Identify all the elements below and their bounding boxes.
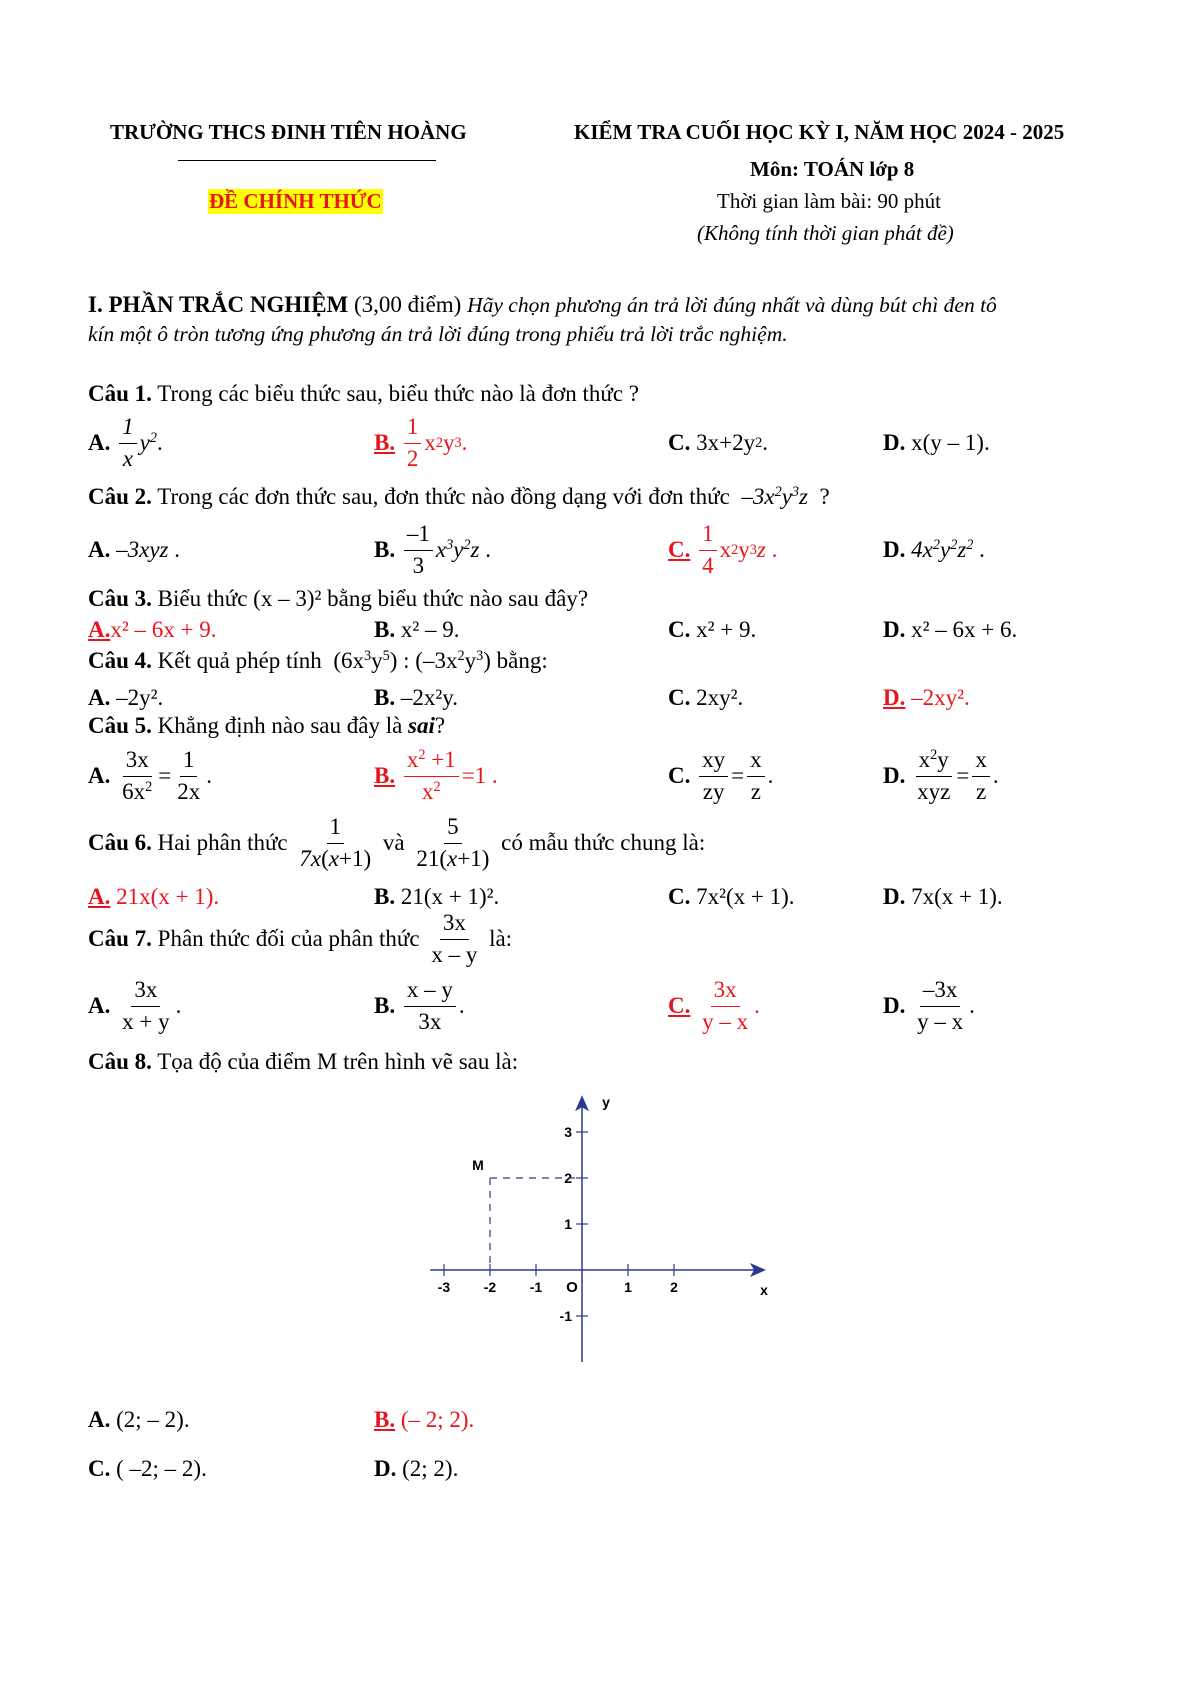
option-text: x² – 6x + 6.: [911, 617, 1018, 642]
y-tick-label: 1: [564, 1216, 572, 1232]
option-letter: A.: [88, 1407, 111, 1432]
option-letter: A.: [88, 993, 111, 1018]
option-b[interactable]: [374, 1403, 474, 1437]
option-text: 7x²(x + 1).: [696, 884, 795, 909]
answers-q4: [88, 682, 1118, 714]
exam-time: Thời gian làm bài: 90 phút: [717, 189, 941, 213]
option-d[interactable]: [883, 682, 970, 714]
option-text: x² + 9.: [696, 617, 757, 642]
question-label: Câu 3.: [88, 586, 152, 611]
option-text: 21x(x + 1).: [116, 884, 220, 909]
question-text: Phân thức đối của phân thức: [157, 926, 420, 951]
option-letter: B.: [374, 685, 396, 710]
answers-q5: [88, 745, 1118, 807]
option-c[interactable]: C. $\frac{xy}{zy}$ = $\frac{x}{z}$ .: [668, 747, 774, 804]
question-2: Câu 2. Trong các đơn thức sau, đơn thức nào đồng dạng với đơn thức $-3x^2y^3z$ ?: [88, 484, 830, 509]
option-letter: B.: [374, 884, 396, 909]
option-c[interactable]: [668, 614, 756, 646]
option-text: x² – 6x + 9.: [110, 617, 217, 642]
option-letter: A.: [88, 537, 111, 562]
option-d[interactable]: D. $\frac{-3x}{y - x}$ .: [883, 977, 975, 1034]
option-c[interactable]: [668, 682, 743, 714]
option-c[interactable]: [668, 880, 795, 914]
option-c[interactable]: C. $\frac{3x}{y - x}$ .: [668, 977, 760, 1034]
option-letter: C.: [668, 430, 691, 455]
option-letter: A.: [88, 685, 111, 710]
official-badge: ĐỀ CHÍNH THỨC: [209, 189, 382, 213]
answers-q7: [88, 975, 1118, 1037]
option-letter: D.: [883, 993, 906, 1018]
option-d[interactable]: [883, 880, 1003, 914]
answers-q2: [88, 522, 1118, 578]
option-d[interactable]: [374, 1452, 458, 1486]
option-letter: B.: [374, 763, 396, 788]
option-b[interactable]: B. $\frac{-1}{3}$ $x^3y^2z$ .: [374, 521, 491, 578]
question-text: Tọa độ của điểm M trên hình vẽ sau là:: [157, 1049, 519, 1074]
option-a[interactable]: A. $\frac{3x}{6x^2}$ = $\frac{1}{2x}$ .: [88, 747, 212, 804]
question-tail: ?: [434, 713, 446, 738]
exam-time-note: (Không tính thời gian phát đề): [697, 221, 954, 245]
answers-q3: [88, 614, 1118, 646]
question-and: và: [382, 830, 405, 855]
option-letter: D.: [883, 763, 906, 788]
option-letter: A.: [88, 430, 111, 455]
question-text: Trong các đơn thức sau, đơn thức nào đồng dạng với đơn thức: [157, 484, 730, 509]
option-d[interactable]: D. $4x^2y^2z^2$ .: [883, 537, 985, 562]
option-letter: D.: [883, 884, 906, 909]
answers-q8-row1: [88, 1403, 1118, 1437]
option-a[interactable]: A. $\frac{3x}{x + y}$ .: [88, 977, 182, 1034]
question-6: Câu 6. Hai phân thức $\frac{1}{7x(x+1)}$ và $\frac{5}{21(x+1)}$ có mẫu thức chung là:: [88, 814, 706, 871]
option-letter: D.: [883, 537, 906, 562]
y-tick-label: -1: [559, 1308, 572, 1324]
option-a[interactable]: A. –3xyz .: [88, 537, 180, 562]
exam-subject: Môn: TOÁN lớp 8: [750, 157, 915, 181]
option-letter: B.: [374, 1407, 396, 1432]
option-b[interactable]: B. $\frac{x^2 +1}{x^2}$ =1 .: [374, 747, 498, 804]
option-text: x² – 9.: [400, 617, 460, 642]
option-letter: A.: [88, 884, 111, 909]
question-text: Trong các biểu thức sau, biểu thức nào là đơn thức ?: [157, 381, 640, 406]
section-heading: [88, 292, 1118, 318]
question-text: Khẳng định nào sau đây là: [157, 713, 403, 738]
option-d[interactable]: [883, 614, 1017, 646]
option-a[interactable]: A. $\frac{1}{x}$ $y^2$ .: [88, 414, 163, 471]
option-letter: D.: [883, 617, 906, 642]
coordinate-plane: [380, 1090, 800, 1370]
option-text: (– 2; 2).: [400, 1407, 475, 1432]
question-3: [88, 586, 588, 612]
answers-q8-row2: [88, 1452, 1118, 1486]
section-instruction: Hãy chọn phương án trả lời đúng nhất và dùng bút chì đen tô: [467, 293, 997, 317]
x-axis-label: x: [760, 1282, 768, 1298]
question-label: Câu 6.: [88, 830, 152, 855]
option-text: (2; – 2).: [116, 1407, 190, 1432]
question-label: Câu 5.: [88, 713, 152, 738]
option-letter: C.: [668, 993, 691, 1018]
option-a[interactable]: [88, 614, 217, 646]
y-axis-label: y: [602, 1094, 610, 1111]
option-d[interactable]: D. x(y – 1).: [883, 430, 990, 455]
origin-label: O: [566, 1279, 578, 1296]
question-4: Câu 4. Kết quả phép tính $(6x^3y^5)$ : $(-3x^2y^3)$ bằng:: [88, 648, 548, 673]
question-label: Câu 7.: [88, 926, 152, 951]
option-letter: A.: [88, 617, 111, 642]
option-a[interactable]: [88, 1403, 190, 1437]
question-tail: là:: [489, 926, 513, 951]
option-letter: B.: [374, 537, 396, 562]
question-label: Câu 2.: [88, 484, 152, 509]
x-tick-label: -2: [483, 1279, 497, 1295]
question-tail: bằng:: [496, 648, 548, 673]
question-text: Hai phân thức: [157, 830, 288, 855]
question-7: Câu 7. Phân thức đối của phân thức $\frac{3x}{x - y}$ là:: [88, 910, 513, 967]
exam-title: KIỂM TRA CUỐI HỌC KỲ I, NĂM HỌC 2024 - 2025: [574, 120, 1065, 144]
y-tick-label: 2: [564, 1170, 572, 1186]
option-c[interactable]: C. $\frac{1}{4}$ x 2 y 3 z .: [668, 521, 778, 578]
option-text: ( –2; – 2).: [116, 1456, 207, 1481]
question-label: Câu 1.: [88, 381, 152, 406]
option-letter: D.: [374, 1456, 397, 1481]
question-label: Câu 8.: [88, 1049, 152, 1074]
y-tick-label: 3: [564, 1124, 572, 1140]
option-c[interactable]: C. 3x+2y 2 .: [668, 430, 768, 455]
option-letter: D.: [883, 685, 906, 710]
option-b[interactable]: B. $\frac{1}{2}$ x 2 y 3 .: [374, 414, 468, 471]
option-letter: D.: [883, 430, 906, 455]
option-letter: A.: [88, 763, 111, 788]
option-letter: C.: [668, 685, 691, 710]
question-emphasis: sai: [408, 713, 435, 738]
option-b[interactable]: B. $\frac{x - y}{3x}$ .: [374, 977, 465, 1034]
option-text: (2; 2).: [402, 1456, 459, 1481]
option-letter: B.: [374, 430, 396, 455]
option-d[interactable]: D. $\frac{x^2y}{\text{xyz}}$ = $\frac{x}{z}$ .: [883, 747, 999, 804]
option-letter: C.: [668, 537, 691, 562]
school-name: TRƯỜNG THCS ĐINH TIÊN HOÀNG: [110, 120, 467, 144]
option-text: 21(x + 1)².: [400, 884, 500, 909]
option-text: –2xy².: [911, 685, 970, 710]
option-letter: B.: [374, 617, 396, 642]
option-letter: C.: [88, 1456, 111, 1481]
x-tick-label: -3: [437, 1279, 451, 1295]
point-label-m: M: [472, 1157, 484, 1173]
option-text: –2x²y.: [400, 685, 458, 710]
x-tick-label: 1: [624, 1279, 632, 1295]
x-tick-label: 2: [670, 1279, 678, 1295]
option-c[interactable]: [88, 1452, 207, 1486]
option-b[interactable]: [374, 614, 460, 646]
section-title: I. PHẦN TRẮC NGHIỆM: [88, 292, 349, 317]
question-text: Biểu thức (x – 3)² bằng biểu thức nào sau đây?: [157, 586, 589, 611]
question-8: [88, 1049, 518, 1075]
section-instruction-2: kín một ô tròn tương ứng phương án trả lời đúng trong phiếu trả lời trắc nghiệm.: [88, 322, 788, 346]
question-5: [88, 713, 445, 739]
school-underline: [178, 160, 436, 161]
option-letter: B.: [374, 993, 396, 1018]
section-points: (3,00 điểm): [354, 292, 462, 317]
x-tick-label: -1: [529, 1279, 543, 1295]
answers-q1: [88, 415, 1118, 471]
question-tail: có mẫu thức chung là:: [501, 830, 706, 855]
option-text: 7x(x + 1).: [911, 884, 1003, 909]
question-label: Câu 4.: [88, 648, 152, 673]
option-text: 2xy².: [696, 685, 744, 710]
option-b[interactable]: [374, 682, 458, 714]
question-1: [88, 381, 639, 407]
option-letter: C.: [668, 617, 691, 642]
option-a[interactable]: [88, 682, 163, 714]
option-text: –2y².: [116, 685, 164, 710]
option-letter: C.: [668, 884, 691, 909]
question-text: Kết quả phép tính: [157, 648, 322, 673]
option-letter: C.: [668, 763, 691, 788]
